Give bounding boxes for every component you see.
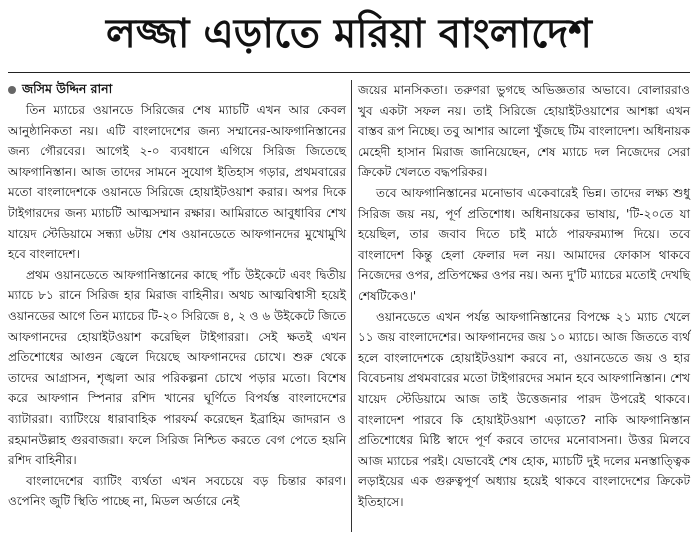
headline-rule	[8, 72, 690, 73]
byline-bullet-icon	[8, 86, 16, 94]
right-paragraph-3: ওয়ানডেতে এখন পর্যন্ত আফগানিস্তানের বিপক্ষে ২১ ম্যাচ খেলে ১১ জয় বাংলাদেশের। আফগানদের জয় ১০ ম্যাচে। আজ জিততে ব্যর্থ হলে বাংলাদেশকে হোয়াইটওয়াশ করবে না, ওয়ানডেতে জয় ও হার বিবেচনায় প্রথমবারের মতো টাইগারদের সমান হবে আফগানিস্তান। শেখ যায়েদ স্টেডিয়ামে আজ তাই উত্তেজনার পারদ উপরেই থাকবে। বাংলাদেশ পারবে কি হোয়াইটওয়াশ এড়াতে? নাকি আফগানিস্তান প্রতিশোধের মিষ্টি স্বাদে পূর্ণ করবে তাদের মনোবাসনা। উত্তর মিলবে আজ ম্যাচের পরই। যেভাবেই শেষ হোক, ম্যাচটি দুই দলের মনস্তাত্ত্বিক লড়াইয়ের এক গুরুত্বপূর্ণ অধ্যায় হয়েই থাকবে বাংলাদেশের ক্রিকেট ইতিহাসে।	[358, 309, 690, 509]
left-paragraph-2: প্রথম ওয়ানডেতে আফগানিস্তানের কাছে পাঁচ উইকেটে এবং দ্বিতীয় ম্যাচে ৮১ রানে সিরিজ হার মিরাজ বাহিনীর। অথচ আত্মবিশ্বাসী হয়েই ওয়ানডের আগে তিন ম্যাচের টি-২০ সিরিজে ৪, ২ ও ৬ উইকেটে জিতে আফগানদের হোয়াইটওয়াশ করেছিল টাইগাররা। সেই ক্ষতই এখন প্রতিশোধের আগুন জ্বেলে দিয়েছে আফগানদের চোখে। শুরু থেকে তাদের আগ্রাসন, শৃঙ্খলা আর পরিকল্পনা চোখে পড়ার মতো। বিশেষ করে আফগান স্পিনার রশিদ খানের ঘূর্ণিতে বিপর্যস্ত বাংলাদেশের ব্যাটাররা। ব্যাটিংয়ে ধারাবাহিক পারফর্ম করেছেন ইব্রাহিম জাদরান ও রহমানউল্লাহ গুরবাজরা। ফলে সিরিজ নিশ্চিত করতে বেগ পেতে হয়নি রশিদ বাহিনীর।	[8, 267, 346, 468]
headline: লজ্জা এড়াতে মরিয়া বাংলাদেশ	[106, 11, 592, 57]
byline-author: জসিম উদ্দিন রানা	[22, 81, 113, 96]
byline	[8, 80, 112, 98]
right-paragraph-2: তবে আফগানিস্তানের মনোভাব একেবারেই ভিন্ন। তাদের লক্ষ্য শুধু সিরিজ জয় নয়, পূর্ণ প্রতিশোধ। অধিনায়কের ভাষায়, 'টি-২০তে যা হয়েছিল, তার জবাব দিতে চাই মাঠে পারফরম্যান্স দিয়ে। তবে বাংলাদেশ কিন্তু হেলা ফেলার দল নয়। আমাদের ফোকাস থাকবে নিজেদের ওপর, প্রতিপক্ষের ওপর নয়। অন্য দু'টি ম্যাচের মতোই দেখছি শেষটিকেও।'	[358, 185, 690, 303]
right-paragraph-1: জয়ের মানসিকতা। তরুণরা ভুগছে অভিজ্ঞতার অভাবে। বোলাররাও খুব একটা সফল নয়। তাই সিরিজে হোয়াইটওয়াশের আশঙ্কা এখন বাস্তব রূপ নিচ্ছে। তবু আশার আলো খুঁজছে টিম বাংলাদেশ। অধিনায়ক মেহেদী হাসান মিরাজ জানিয়েছেন, শেষ ম্যাচে দল নিজেদের সেরা ক্রিকেট খেলতে বদ্ধপরিকর।	[358, 83, 690, 180]
left-column	[8, 100, 346, 512]
left-paragraph-1: তিন ম্যাচের ওয়ানডে সিরিজের শেষ ম্যাচটি এখন আর কেবল আনুষ্ঠানিকতা নয়। এটি বাংলাদেশের জন্য সম্মানের-আফগানিস্তানের জন্য গৌরবের। আগেই ২-০ ব্যবধানে এগিয়ে সিরিজ জিতেছে আফগানিস্তান। আজ তাদের সামনে সুযোগ ইতিহাস গড়ার, প্রথমবারের মতো বাংলাদেশকে ওয়ানডে সিরিজে হোয়াইটওয়াশ করার। অপর দিকে টাইগারদের জন্য ম্যাচটি আত্মসম্মান রক্ষার। আমিরাতে আবুধাবির শেখ যায়েদ স্টেডিয়ামে সন্ধ্যা ৬টায় শেষ ওয়ানডেতে আফগানদের মুখোমুখি হবে বাংলাদেশ।	[8, 103, 346, 262]
left-paragraph-3: বাংলাদেশের ব্যাটিং ব্যর্থতা এখন সবচেয়ে বড় চিন্তার কারণ। ওপেনিং জুটি স্থিতি পাচ্ছে না, মিডল অর্ডারে নেই	[8, 473, 346, 509]
right-column	[358, 80, 690, 512]
column-divider	[351, 80, 352, 532]
